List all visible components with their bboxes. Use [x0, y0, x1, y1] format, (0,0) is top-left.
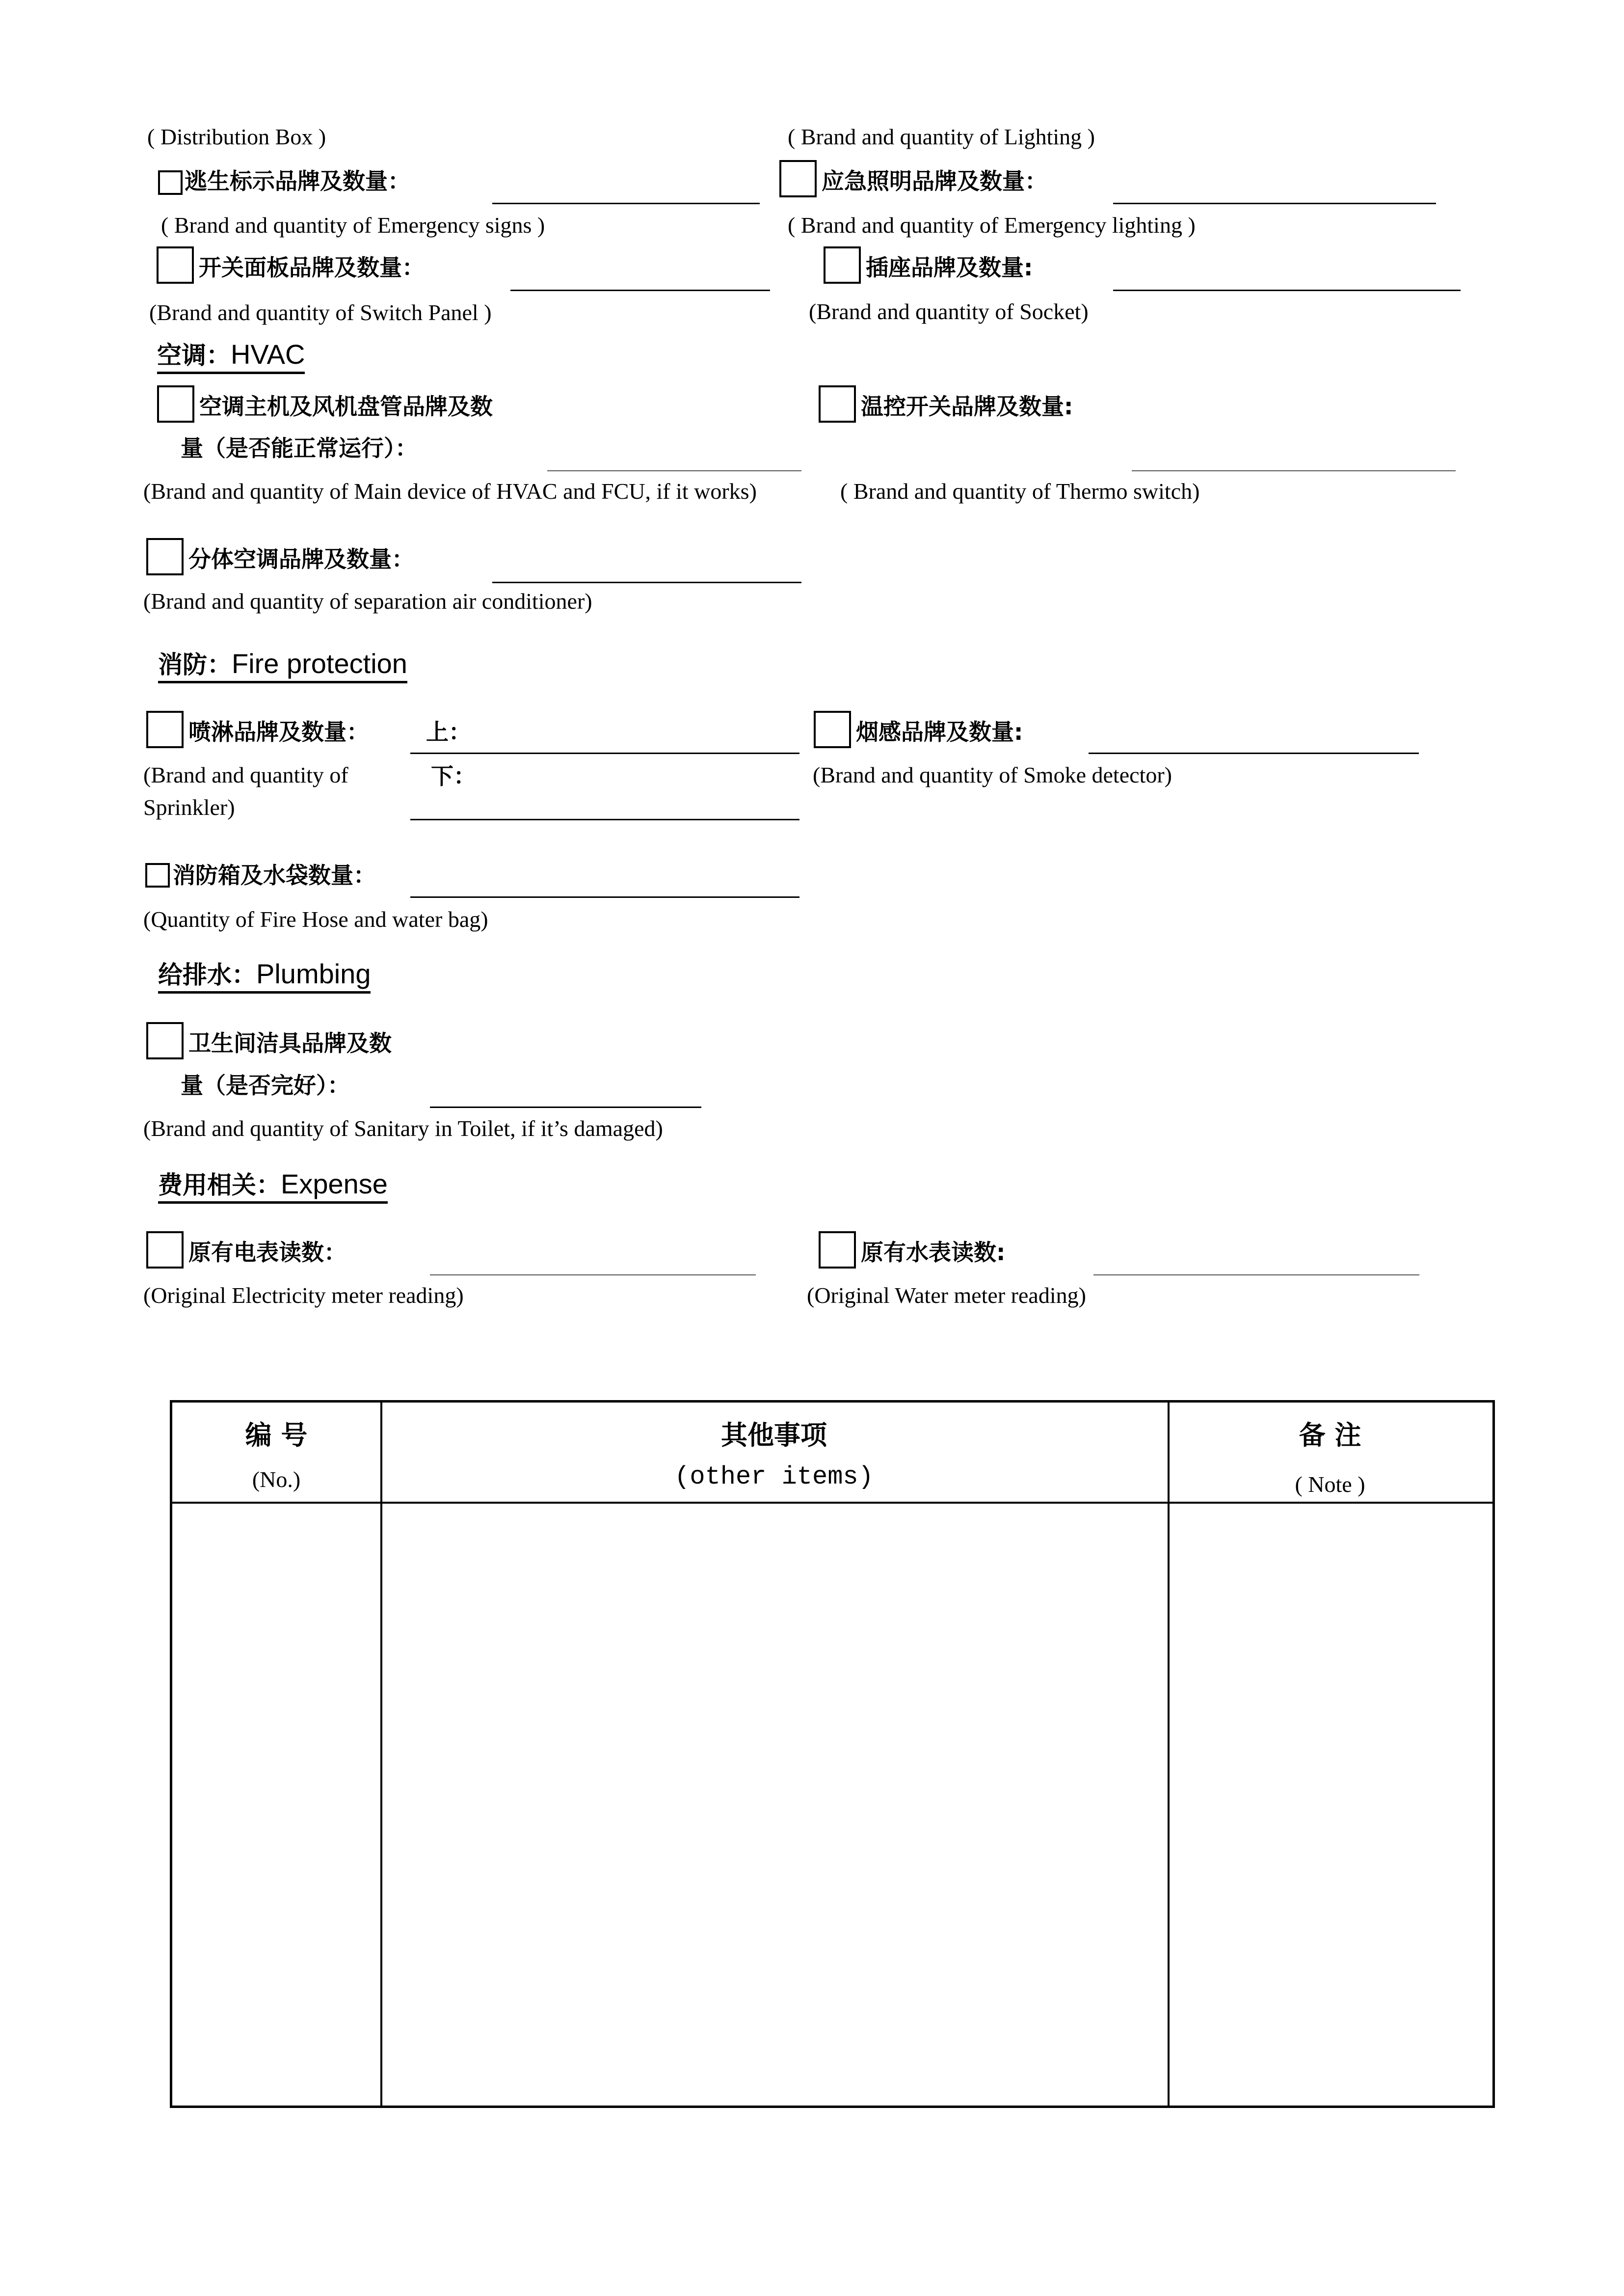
- col-note-header: 备 注: [1299, 1420, 1361, 1451]
- hvac-main-label-1: 空调主机及风机盘管品牌及数: [199, 393, 493, 420]
- water-meter-checkbox[interactable]: [819, 1231, 856, 1269]
- smoke-detector-checkbox[interactable]: [814, 711, 851, 748]
- emergency-lighting-en: ( Brand and quantity of Emergency lighting ): [788, 213, 1196, 238]
- col-no-header: 编 号: [245, 1420, 308, 1451]
- fire-hose-checkbox[interactable]: [145, 863, 170, 888]
- hvac-main-field[interactable]: [547, 470, 801, 471]
- fire-heading: 消防：Fire protection: [158, 647, 407, 683]
- split-ac-label: 分体空调品牌及数量：: [188, 546, 414, 572]
- smoke-detector-field[interactable]: [1089, 753, 1419, 754]
- hvac-main-en: (Brand and quantity of Main device of HVAC and FCU, if it works): [143, 479, 757, 504]
- hvac-heading: 空调：HVAC: [157, 338, 305, 374]
- plumbing-heading: 给排水：Plumbing: [158, 957, 371, 994]
- sanitary-checkbox[interactable]: [146, 1022, 184, 1059]
- switch-panel-field[interactable]: [510, 290, 770, 291]
- fire-hose-label: 消防箱及水袋数量：: [173, 862, 376, 889]
- escape-sign-checkbox[interactable]: [158, 170, 183, 195]
- other-items-table: [170, 1400, 1495, 2108]
- thermo-switch-label: 温控开关品牌及数量:: [861, 393, 1073, 420]
- col-note-header-en: ( Note ): [1295, 1472, 1365, 1497]
- sprinkler-upper-field[interactable]: [410, 753, 799, 754]
- smoke-detector-label: 烟感品牌及数量:: [856, 719, 1023, 745]
- water-meter-en: (Original Water meter reading): [807, 1283, 1086, 1308]
- hvac-main-checkbox[interactable]: [157, 385, 194, 423]
- distribution-box-label: ( Distribution Box ): [147, 124, 326, 149]
- other-items-cell[interactable]: [382, 1504, 1168, 2106]
- water-meter-field[interactable]: [1093, 1274, 1419, 1275]
- thermo-switch-field[interactable]: [1132, 470, 1456, 471]
- switch-panel-en: (Brand and quantity of Switch Panel ): [149, 300, 492, 325]
- emergency-lighting-field[interactable]: [1113, 203, 1436, 204]
- sprinkler-lower-field[interactable]: [410, 819, 799, 820]
- note-cell[interactable]: [1170, 1504, 1492, 2106]
- sanitary-en: (Brand and quantity of Sanitary in Toilet, if it’s damaged): [143, 1116, 663, 1141]
- sanitary-field[interactable]: [430, 1107, 701, 1108]
- sanitary-label-1: 卫生间洁具品牌及数: [188, 1030, 392, 1056]
- sprinkler-label: 喷淋品牌及数量：: [188, 719, 369, 745]
- electricity-meter-label: 原有电表读数：: [188, 1239, 346, 1266]
- electricity-meter-field[interactable]: [430, 1274, 756, 1275]
- emergency-signs-en: ( Brand and quantity of Emergency signs ): [161, 213, 545, 238]
- sprinkler-checkbox[interactable]: [146, 711, 184, 748]
- split-ac-en: (Brand and quantity of separation air conditioner): [143, 589, 592, 614]
- hvac-main-label-2: 量（是否能正常运行）：: [181, 435, 418, 461]
- escape-sign-field[interactable]: [492, 203, 760, 204]
- expense-heading: 费用相关：Expense: [158, 1167, 388, 1204]
- smoke-detector-en: (Brand and quantity of Smoke detector): [813, 762, 1172, 787]
- socket-checkbox[interactable]: [824, 246, 861, 284]
- thermo-switch-checkbox[interactable]: [819, 385, 856, 423]
- sprinkler-en-2: Sprinkler): [143, 795, 235, 820]
- water-meter-label: 原有水表读数:: [861, 1239, 1006, 1266]
- electricity-meter-checkbox[interactable]: [146, 1231, 184, 1269]
- electricity-meter-en: (Original Electricity meter reading): [143, 1283, 464, 1308]
- lighting-label: ( Brand and quantity of Lighting ): [788, 124, 1095, 149]
- split-ac-field[interactable]: [492, 582, 801, 583]
- sprinkler-upper-label: 上：: [426, 719, 471, 745]
- thermo-switch-en: ( Brand and quantity of Thermo switch): [840, 479, 1200, 504]
- emergency-lighting-checkbox[interactable]: [779, 160, 817, 197]
- switch-panel-checkbox[interactable]: [157, 246, 194, 284]
- split-ac-checkbox[interactable]: [146, 538, 184, 575]
- emergency-lighting-label: 应急照明品牌及数量：: [822, 168, 1047, 194]
- no-cell[interactable]: [172, 1504, 380, 2106]
- fire-hose-field[interactable]: [410, 896, 799, 898]
- col-items-header: 其他事项: [721, 1420, 827, 1451]
- fire-hose-en: (Quantity of Fire Hose and water bag): [143, 907, 488, 932]
- col-items-header-en: (other items): [674, 1462, 874, 1491]
- socket-field[interactable]: [1113, 290, 1461, 291]
- sanitary-label-2: 量（是否完好）：: [181, 1072, 350, 1099]
- sprinkler-lower-label: 下：: [431, 763, 476, 789]
- escape-sign-label: 逃生标示品牌及数量：: [185, 168, 410, 194]
- socket-label: 插座品牌及数量:: [866, 254, 1033, 281]
- socket-en: (Brand and quantity of Socket): [809, 299, 1089, 324]
- sprinkler-en-1: (Brand and quantity of: [143, 762, 348, 787]
- switch-panel-label: 开关面板品牌及数量：: [199, 254, 425, 281]
- col-no-header-en: (No.): [252, 1467, 301, 1492]
